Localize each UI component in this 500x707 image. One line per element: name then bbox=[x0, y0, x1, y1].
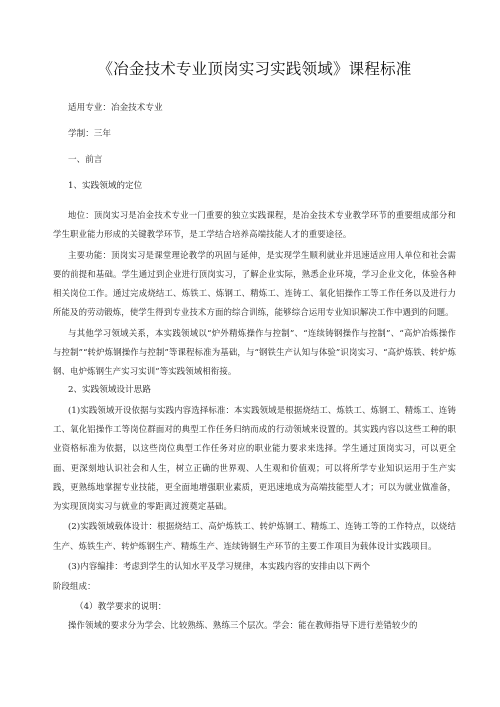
paragraph-operation-requirements: 操作领域的要求分为学会、比较熟练、熟练三个层次。学会：能在教师指导下进行差错较少的 bbox=[68, 619, 418, 630]
paragraph-basis: (1)实践领域开设依据与实践内容选择标准：本实践领域是根据烧结工、炼铁工、炼钢工、精炼工、连铸工、氧化铝操作工等岗位群面对的典型工作任务归纳而成的行动领域来设置的。其实践内容以这些工种的职业资格标准为依据，以这些岗位典型工作任务对应的职业能力要求来选择。学生通过顶岗实习，可以更全面、更深刻地认识社会和人生，树立正确的世界观、人生观和价值观；可以将所学专业知识运用于生产实践，更熟练地掌握专业技能，更全面地增强职业素质，更迅速地成为高端技能型人才；可以为就业做准备，为实现顶岗实习与就业的零距离过渡奠定基础。 bbox=[53, 404, 456, 512]
paragraph-relationship: 与其他学习领域关系，本实践领域以“炉外精炼操作与控制”、“连续铸钢操作与控制”、“高炉冶炼操作与控制”“转炉炼钢操作与控制”等课程标准为基础，与“钢铁生产认知与体验”识岗实习、“高炉炼铁、转炉炼钢、电炉炼钢生产实习实训”等实践领域相衔接。 bbox=[53, 327, 456, 377]
section-heading-design-idea: 2、实践领域设计思路 bbox=[68, 384, 151, 395]
paragraph-status: 地位：顶岗实习是冶金技术专业一门重要的独立实践课程，是冶金技术专业教学环节的重要组成部分和学生职业能力形成的关键教学环节，是工学结合培养高端技能人才的重要途径。 bbox=[53, 210, 456, 240]
section-heading-teaching-requirements: （4）教学要求的说明： bbox=[75, 601, 167, 612]
study-duration: 学制：三年 bbox=[68, 129, 111, 139]
paragraph-content-arrangement-cont: 阶段组成： bbox=[53, 581, 96, 592]
paragraph-main-function: 主要功能：顶岗实习是课堂理论教学的巩固与延伸，是实现学生顺利就业并迅速适应用人单位和社会需要的前提和基础。学生通过到企业进行顶岗实习，了解企业实际，熟悉企业环境，学习企业文化，体验各种相关岗位工作。通过完成烧结工、炼铁工、炼钢工、精炼工、连铸工、氧化铝操作工等工作任务以及进行力所能及的劳动锻炼，使学生得到专业技术方面的综合训练，能够综合运用专业知识解决工作中遇到的问题。 bbox=[53, 249, 456, 318]
paragraph-content-arrangement: (3)内容编排：考虑到学生的认知水平及学习规律，本实践内容的安排由以下两个 bbox=[68, 561, 371, 572]
applicable-major: 适用专业：冶金技术专业 bbox=[68, 103, 163, 113]
page-title: 《冶金技术专业顶岗实习实践领域》课程标准 bbox=[97, 60, 412, 78]
section-heading-preface: 一、前言 bbox=[68, 155, 103, 165]
section-heading-positioning: 1、实践领域的定位 bbox=[68, 181, 143, 191]
paragraph-carrier-design: (2)实践领域载体设计：根据烧结工、高炉炼铁工、转炉炼钢工、精炼工、连铸工等的工作特点，以烧结生产、炼铁生产、转炉炼钢生产、精炼生产、连续铸钢生产环节的主要工作项目为载体设计实践项目。 bbox=[53, 521, 456, 551]
